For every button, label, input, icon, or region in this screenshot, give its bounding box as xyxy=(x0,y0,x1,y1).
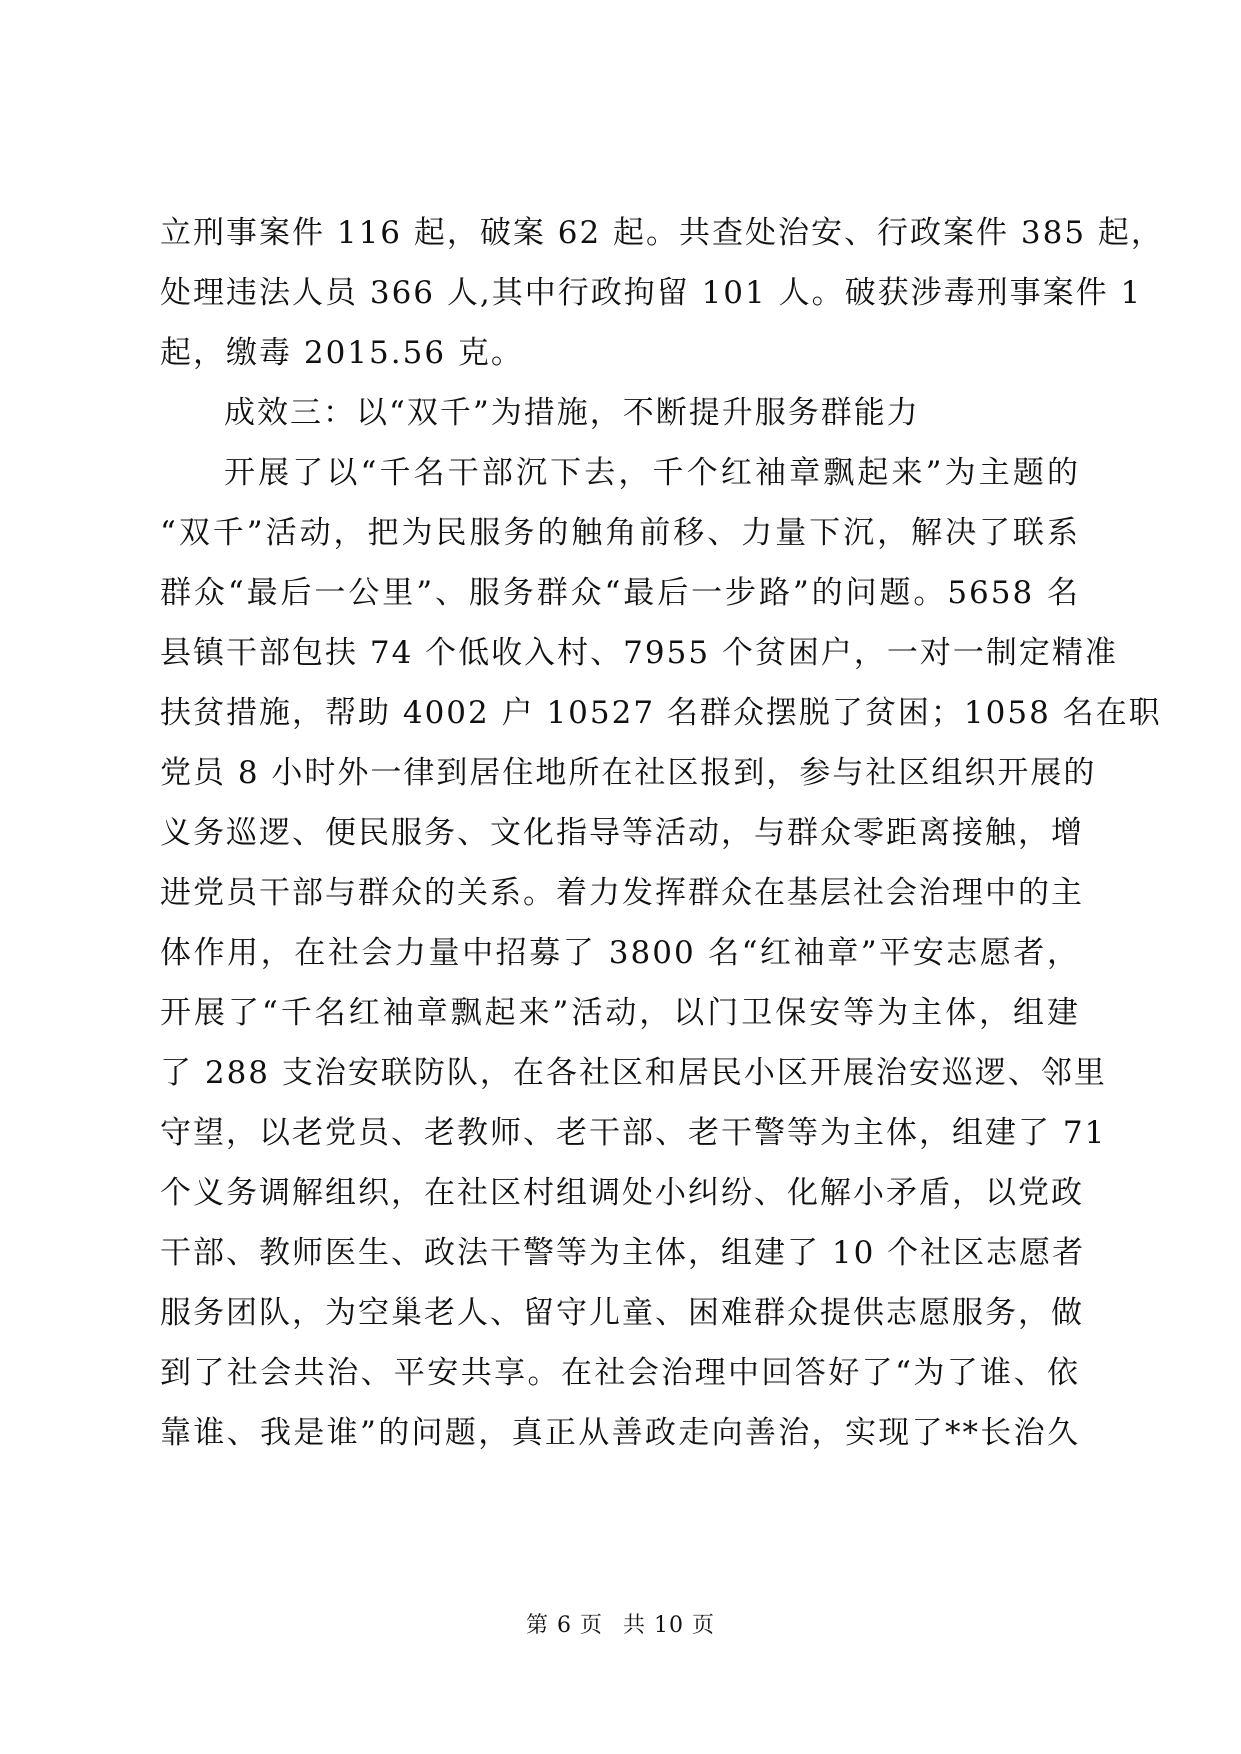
text-line: 干部、教师医生、政法干警等为主体，组建了 10 个社区志愿者 xyxy=(160,1235,1086,1271)
text-line: 起，缴毒 2015.56 克。 xyxy=(160,335,524,371)
text-line: 体作用，在社会力量中招募了 3800 名“红袖章”平安志愿者， xyxy=(160,935,1080,971)
text-line: 群众“最后一公里”、服务群众“最后一步路”的问题。5658 名 xyxy=(160,575,1080,611)
text-line: 立刑事案件 116 起，破案 62 起。共查处治安、行政案件 385 起， xyxy=(160,215,1164,251)
text-line: 守望，以老党员、老教师、老干部、老干警等为主体，组建了 71 xyxy=(160,1115,1107,1151)
text-line: 党员 8 小时外一律到居住地所在社区报到，参与社区组织开展的 xyxy=(160,755,1097,791)
text-line: 了 288 支治安联防队，在各社区和居民小区开展治安巡逻、邻里 xyxy=(160,1055,1107,1091)
text-line: 服务团队，为空巢老人、留守儿童、困难群众提供志愿服务，做 xyxy=(160,1295,1084,1331)
text-line: 义务巡逻、便民服务、文化指导等活动，与群众零距离接触，增 xyxy=(160,815,1084,851)
text-line: 县镇干部包扶 74 个低收入村、7955 个贫困户，一对一制定精准 xyxy=(160,635,1118,671)
text-line: 到了社会共治、平安共享。在社会治理中回答好了“为了谁、依 xyxy=(160,1355,1080,1391)
page-total: 共 10 页 xyxy=(623,1613,715,1638)
text-line: 个义务调解组织，在社区村组调处小纠纷、化解小矛盾，以党政 xyxy=(160,1175,1084,1211)
text-line: 处理违法人员 366 人,其中行政拘留 101 人。破获涉毒刑事案件 1 xyxy=(160,275,1143,311)
section-heading: 成效三：以“双千”为措施，不断提升服务群能力 xyxy=(224,395,920,431)
page-number: 第 6 页 xyxy=(526,1613,603,1638)
text-line: 开展了以“千名干部沉下去，千个红袖章飘起来”为主题的 xyxy=(224,455,1080,491)
text-line: “双千”活动，把为民服务的触角前移、力量下沉，解决了联系 xyxy=(160,515,1080,551)
text-line: 开展了“千名红袖章飘起来”活动，以门卫保安等为主体，组建 xyxy=(160,995,1080,1031)
text-line: 扶贫措施，帮助 4002 户 10527 名群众摆脱了贫困；1058 名在职 xyxy=(160,695,1162,731)
text-line: 靠谁、我是谁”的问题，真正从善政走向善治，实现了**长治久 xyxy=(160,1415,1080,1451)
page-footer xyxy=(0,1608,1241,1639)
body-text xyxy=(160,203,1164,1463)
text-line: 进党员干部与群众的关系。着力发挥群众在基层社会治理中的主 xyxy=(160,875,1084,911)
